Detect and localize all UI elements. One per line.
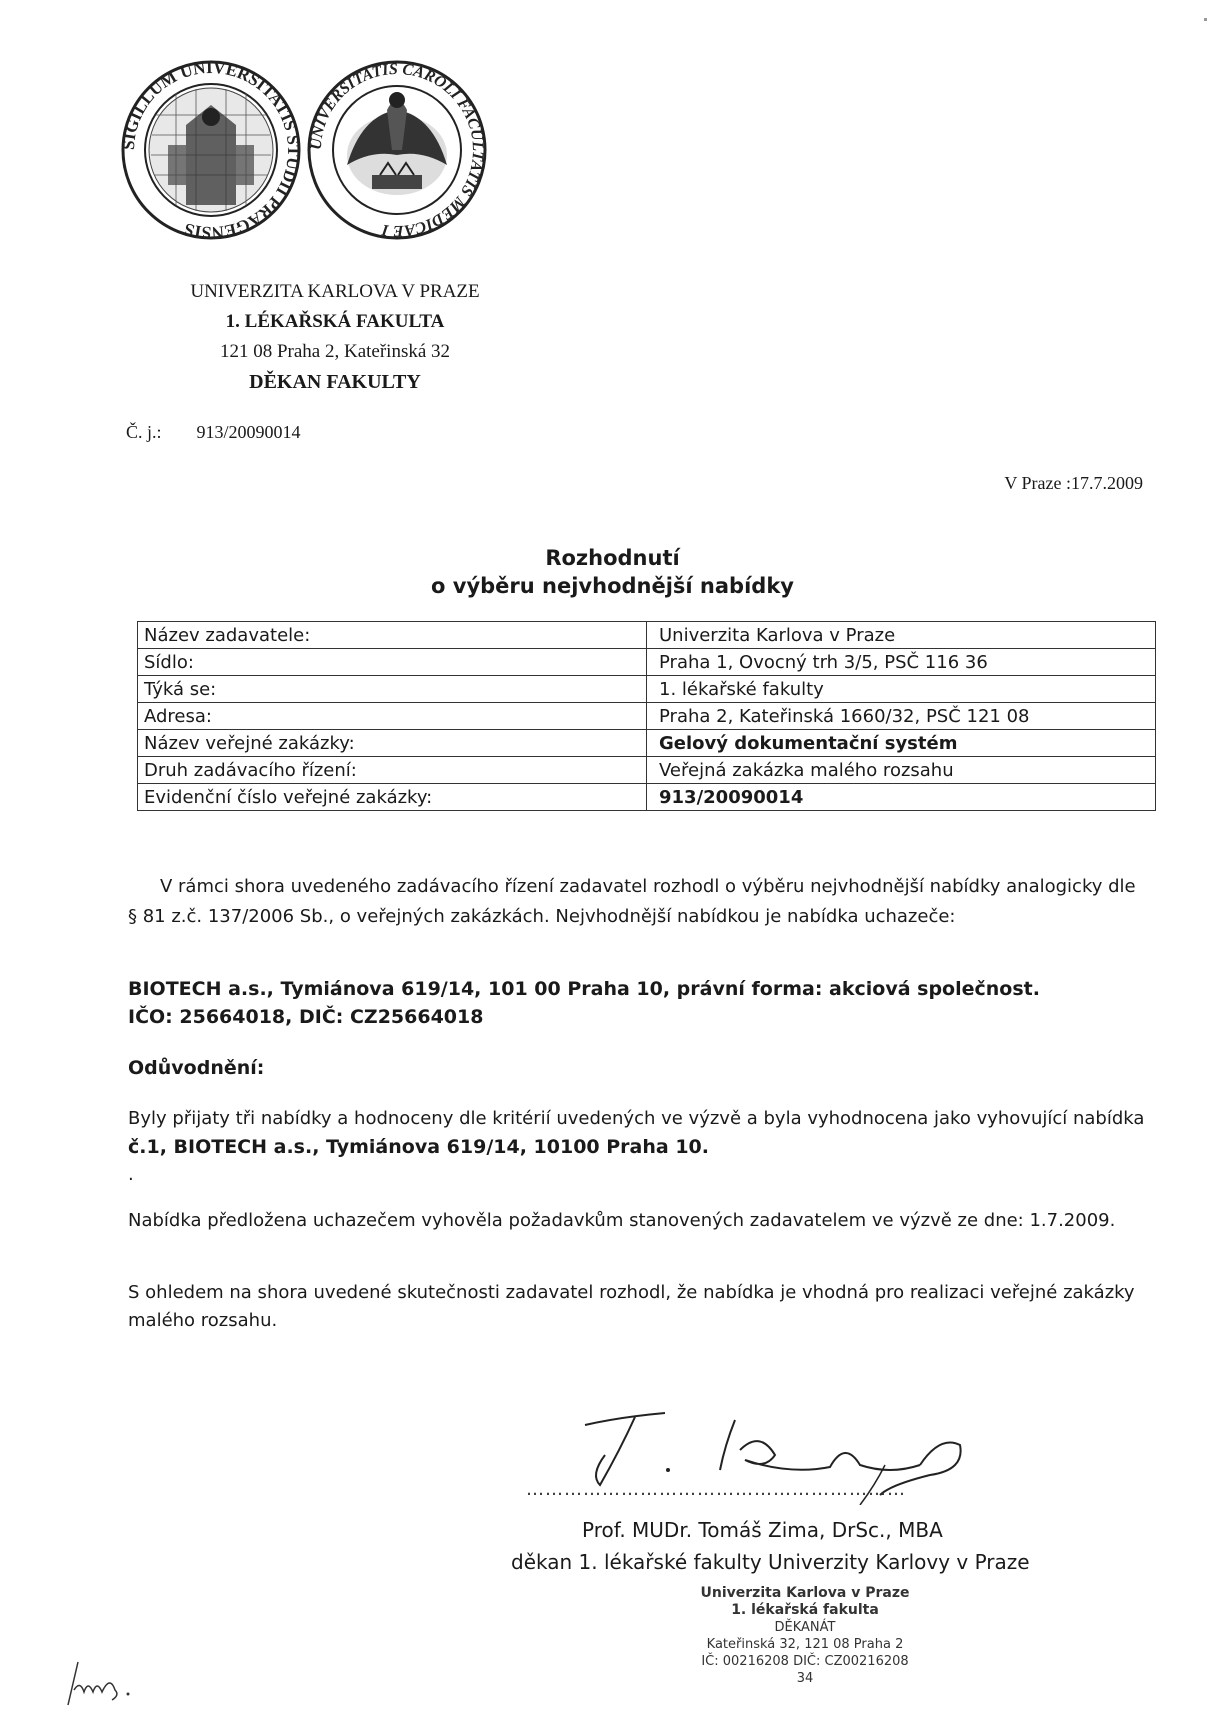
dean-office-stamp	[640, 1585, 970, 1687]
intro-paragraph-2	[128, 903, 1168, 931]
compliance-paragraph: Nabídka předložena uchazečem vyhověla požadavkům stanovených zadavatelem ve výzvě ze dne: 1.7.2009.	[128, 1210, 1116, 1231]
corner-mark	[1204, 18, 1207, 21]
info-value: Univerzita Karlova v Praze	[647, 622, 1156, 649]
info-label: Název veřejné zakázky:	[138, 730, 647, 757]
dean-role: děkan 1. lékařské fakulty Univerzity Karlovy v Praze	[511, 1550, 1030, 1574]
signature-line: ……………………………………………………	[526, 1479, 906, 1500]
university-seal-left	[116, 55, 306, 245]
winner-line-2: IČO: 25664018, DIČ: CZ25664018	[128, 1006, 484, 1028]
info-row	[138, 649, 1156, 676]
reference-value: 913/20090014	[196, 422, 301, 442]
info-value: 1. lékařské fakulty	[647, 676, 1156, 703]
intro-line-2: § 81 z.č. 137/2006 Sb., o veřejných zakázkách. Nejvhodnější nabídkou je nabídka uchazeče:	[128, 906, 956, 927]
office-title: DĚKAN FAKULTY	[249, 371, 421, 393]
info-row	[138, 622, 1156, 649]
stamp-line-4: Kateřinská 32, 121 08 Praha 2	[706, 1637, 904, 1652]
info-label: Evidenční číslo veřejné zakázky:	[138, 784, 647, 811]
title-line-2: o výběru nejvhodnější nabídky	[431, 574, 794, 598]
reference-label: Č. j.:	[126, 422, 162, 442]
info-value: Praha 2, Kateřinská 1660/32, PSČ 121 08	[647, 703, 1156, 730]
info-label: Týká se:	[138, 676, 647, 703]
info-label: Sídlo:	[138, 649, 647, 676]
conclusion-paragraph	[128, 1279, 1168, 1335]
letterhead	[150, 277, 520, 397]
title-line-1: Rozhodnutí	[545, 546, 680, 570]
justification-line-2: č.1, BIOTECH a.s., Tymiánova 619/14, 10100 Praha 10.	[128, 1136, 709, 1158]
reference-number	[126, 422, 301, 443]
winner-line-1: BIOTECH a.s., Tymiánova 619/14, 101 00 Praha 10, právní forma: akciová společnost.	[128, 978, 1040, 1000]
document-title	[0, 544, 1225, 600]
intro-paragraph	[160, 873, 1170, 901]
initials-scribble	[60, 1650, 140, 1710]
info-label: Název zadavatele:	[138, 622, 647, 649]
info-value: Veřejná zakázka malého rozsahu	[647, 757, 1156, 784]
stamp-line-1: Univerzita Karlova v Praze	[700, 1585, 910, 1601]
info-label: Druh zadávacího řízení:	[138, 757, 647, 784]
faculty-name: 1. LÉKAŘSKÁ FAKULTA	[225, 311, 445, 332]
info-row	[138, 730, 1156, 757]
stamp-line-5: IČ: 00216208 DIČ: CZ00216208	[701, 1654, 909, 1669]
info-row	[138, 757, 1156, 784]
university-name: UNIVERZITA KARLOVA V PRAZE	[190, 281, 480, 302]
info-row	[138, 676, 1156, 703]
intro-line-1: V rámci shora uvedeného zadávacího řízení zadavatel rozhodl o výběru nejvhodnější nabídky analogicky dle	[160, 876, 1136, 897]
justification-heading: Odůvodnění:	[128, 1057, 265, 1079]
date-line: V Praze :17.7.2009	[1004, 473, 1143, 493]
info-label: Adresa:	[138, 703, 647, 730]
winner-block	[128, 975, 1168, 1031]
stray-dot: .	[128, 1164, 134, 1185]
dean-name: Prof. MUDr. Tomáš Zima, DrSc., MBA	[582, 1518, 943, 1542]
left-seal-text: SIGILLUM UNIVERSITATIS STUDII PRAGENSIS	[118, 57, 304, 243]
stamp-line-6: 34	[796, 1671, 814, 1686]
conclusion-line-2: malého rozsahu.	[128, 1310, 278, 1331]
faculty-seal-right	[302, 55, 492, 245]
info-row	[138, 703, 1156, 730]
info-value: Praha 1, Ovocný trh 3/5, PSČ 116 36	[647, 649, 1156, 676]
tender-info-table	[137, 621, 1156, 811]
stamp-line-3: DĚKANÁT	[774, 1620, 836, 1635]
justification-line-1: Byly přijaty tři nabídky a hodnoceny dle kritérií uvedených ve výzvě a byla vyhodnocena jako vyhovující nabídka	[128, 1108, 1145, 1129]
stamp-line-2: 1. lékařská fakulta	[731, 1602, 879, 1618]
info-value: 913/20090014	[647, 784, 1156, 811]
justification-paragraph	[128, 1105, 1168, 1189]
conclusion-line-1: S ohledem na shora uvedené skutečnosti zadavatel rozhodl, že nabídka je vhodná pro realizaci veřejné zakázky	[128, 1282, 1135, 1303]
faculty-address: 121 08 Praha 2, Kateřinská 32	[219, 341, 451, 362]
info-row	[138, 784, 1156, 811]
info-value: Gelový dokumentační systém	[647, 730, 1156, 757]
right-seal-text: UNIVERSITATIS CAROLI FACULTATIS MEDICAE I	[307, 60, 487, 240]
